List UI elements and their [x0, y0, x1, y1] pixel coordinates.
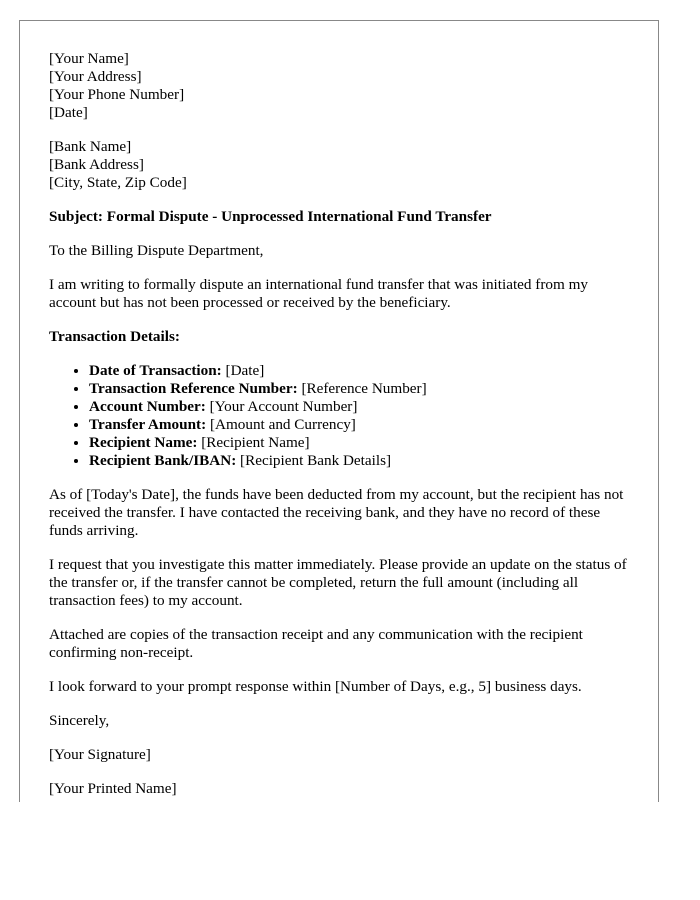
attachments-paragraph: Attached are copies of the transaction receipt and any communication with the recipient confirming non-receipt.	[49, 626, 583, 661]
detail-item-reference	[89, 380, 629, 398]
detail-value: [Amount and Currency]	[206, 416, 356, 433]
detail-label: Transaction Reference Number:	[89, 380, 298, 397]
transaction-details-list	[49, 362, 629, 470]
sender-name: [Your Name]	[49, 50, 129, 67]
request-paragraph: I request that you investigate this matter immediately. Please provide an update on the status of the transfer or, if the transfer cannot be completed, return the full amount (including all transaction fees) to my account.	[49, 556, 627, 609]
detail-label: Date of Transaction:	[89, 362, 222, 379]
detail-label: Recipient Name:	[89, 434, 198, 451]
signature: [Your Signature]	[49, 746, 151, 763]
detail-item-date	[89, 362, 629, 380]
salutation: To the Billing Dispute Department,	[49, 242, 264, 259]
intro-paragraph: I am writing to formally dispute an international fund transfer that was initiated from my account but has not been processed or received by the beneficiary.	[49, 276, 589, 311]
subject-line: Subject: Formal Dispute - Unprocessed International Fund Transfer	[49, 208, 492, 225]
detail-label: Transfer Amount:	[89, 416, 207, 433]
detail-value: [Date]	[221, 362, 265, 379]
bank-name: [Bank Name]	[49, 138, 132, 155]
bank-block	[49, 138, 629, 192]
sender-block	[49, 50, 629, 122]
detail-value: [Reference Number]	[297, 380, 427, 397]
detail-item-account	[89, 398, 629, 416]
letter-page	[19, 20, 659, 802]
sender-address: [Your Address]	[49, 68, 142, 85]
detail-value: [Recipient Bank Details]	[236, 452, 392, 469]
detail-label: Recipient Bank/IBAN:	[89, 452, 237, 469]
bank-city-state-zip: [City, State, Zip Code]	[49, 174, 187, 191]
sender-phone: [Your Phone Number]	[49, 86, 185, 103]
detail-item-amount	[89, 416, 629, 434]
details-heading: Transaction Details:	[49, 328, 180, 345]
detail-value: [Your Account Number]	[205, 398, 358, 415]
detail-item-recipient-name	[89, 434, 629, 452]
closing: Sincerely,	[49, 712, 110, 729]
response-paragraph: I look forward to your prompt response within [Number of Days, e.g., 5] business days.	[49, 678, 582, 695]
printed-name: [Your Printed Name]	[49, 780, 177, 797]
bank-address: [Bank Address]	[49, 156, 144, 173]
status-paragraph: As of [Today's Date], the funds have been deducted from my account, but the recipient has not received the transfer. I have contacted the receiving bank, and they have no record of these funds arriving.	[49, 486, 624, 539]
sender-date: [Date]	[49, 104, 88, 121]
detail-label: Account Number:	[89, 398, 206, 415]
detail-item-recipient-bank	[89, 452, 629, 470]
detail-value: [Recipient Name]	[197, 434, 310, 451]
